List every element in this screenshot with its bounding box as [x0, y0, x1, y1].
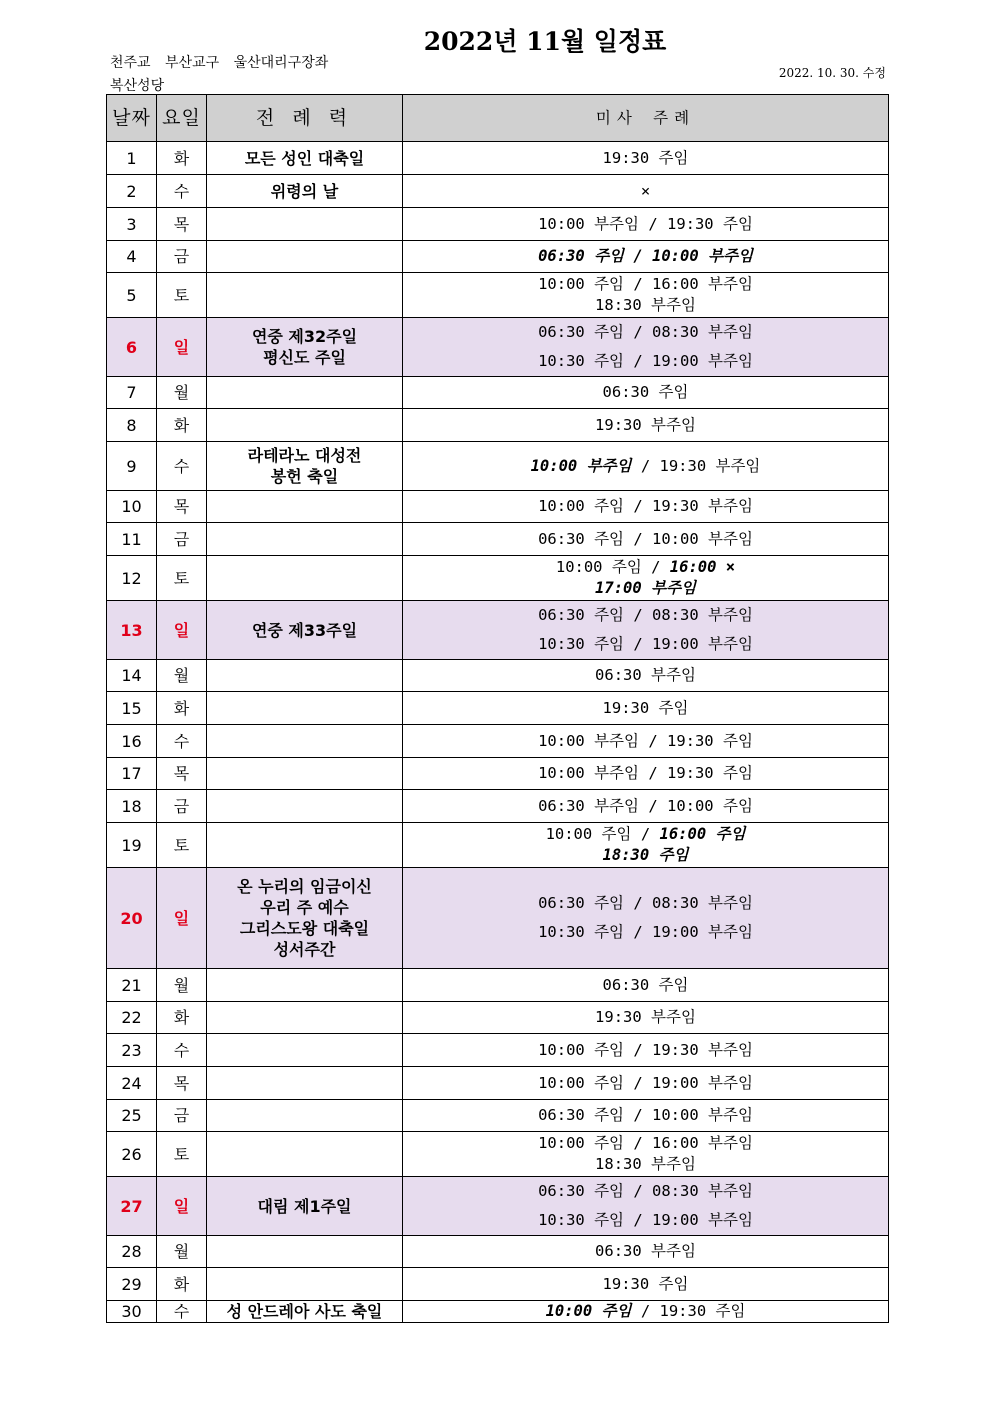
mass-text: 10:00 주임 /: [555, 558, 670, 576]
mass-line: [403, 1274, 888, 1295]
mass-cell: [403, 725, 889, 758]
mass-line: [403, 347, 888, 376]
liturgy-cell: [207, 969, 403, 1002]
liturgy-cell: [207, 823, 403, 868]
table-row: [107, 1301, 889, 1323]
mass-cell: [403, 556, 889, 601]
liturgy-line: 대림 제1주일: [257, 1196, 352, 1216]
mass-cell: [403, 660, 889, 692]
liturgy-cell: [207, 725, 403, 758]
mass-text: 10:00 부주임 / 19:30 주임: [538, 214, 753, 233]
table-row: [107, 273, 889, 318]
date-cell: 15: [107, 692, 157, 725]
date-cell: 26: [107, 1132, 157, 1177]
mass-cell: [403, 377, 889, 409]
mass-cell: [403, 318, 889, 377]
date-cell: 6: [107, 318, 157, 377]
mass-line: [403, 456, 888, 477]
mass-cell: [403, 1236, 889, 1268]
mass-cell: [403, 758, 889, 790]
mass-cell: [403, 790, 889, 823]
table-row: [107, 1236, 889, 1268]
mass-cell: [403, 1034, 889, 1067]
mass-text: 06:30 주임 / 08:30 부주임: [538, 323, 753, 341]
date-cell: 1: [107, 142, 157, 175]
day-cell: 화: [157, 142, 207, 175]
liturgy-cell: [207, 758, 403, 790]
table-row: [107, 377, 889, 409]
liturgy-cell: [207, 790, 403, 823]
header-liturgy: 전 례 력: [207, 95, 403, 142]
date-cell: 29: [107, 1268, 157, 1301]
date-cell: 30: [107, 1301, 157, 1323]
date-cell: 28: [107, 1236, 157, 1268]
date-cell: 21: [107, 969, 157, 1002]
table-row: [107, 660, 889, 692]
day-cell: 화: [157, 1268, 207, 1301]
liturgy-line: 위령의 날: [270, 181, 339, 201]
mass-text: 06:30 주임: [602, 383, 689, 401]
liturgy-cell: [207, 1301, 403, 1323]
mass-text: / 19:30 부주임: [631, 456, 761, 475]
table-row: [107, 491, 889, 523]
day-cell: 월: [157, 969, 207, 1002]
mass-text: 06:30 부주임 / 10:00 주임: [538, 796, 753, 815]
org-line-2: 복산성당: [110, 78, 165, 94]
table-row: [107, 523, 889, 556]
day-cell: 화: [157, 409, 207, 442]
mass-line: [403, 1073, 888, 1094]
mass-cell: [403, 868, 889, 969]
liturgy-cell: [207, 1132, 403, 1177]
liturgy-cell: [207, 601, 403, 660]
mass-line: [403, 274, 888, 295]
mass-cell: [403, 969, 889, 1002]
liturgy-cell: [207, 692, 403, 725]
table-row: [107, 1132, 889, 1177]
liturgy-cell: [207, 1002, 403, 1034]
mass-cell: [403, 1268, 889, 1301]
liturgy-cell: [207, 491, 403, 523]
mass-line: [403, 181, 888, 202]
mass-text: 19:30 주임: [602, 1274, 689, 1293]
date-cell: 25: [107, 1100, 157, 1132]
liturgy-cell: [207, 1268, 403, 1301]
liturgy-cell: [207, 556, 403, 601]
day-cell: 목: [157, 758, 207, 790]
mass-text: 19:30 주임: [602, 698, 689, 717]
mass-line: [403, 496, 888, 517]
table-row: [107, 790, 889, 823]
liturgy-cell: [207, 175, 403, 208]
mass-text: ×: [640, 181, 651, 200]
mass-text: 06:30 부주임: [595, 1242, 696, 1260]
mass-line: [403, 557, 888, 578]
mass-cell: [403, 692, 889, 725]
mass-text: 06:30 주임 / 10:00 부주임: [538, 529, 753, 548]
mass-line: [403, 824, 888, 845]
day-cell: 토: [157, 273, 207, 318]
mass-text: 06:30 주임 / 08:30 부주임: [538, 1182, 753, 1200]
mass-line: [403, 382, 888, 403]
org-line-1: 천주교 부산교구 울산대리구장좌: [110, 55, 329, 71]
liturgy-line: 성서주간: [273, 940, 336, 959]
header-day: 요일: [157, 95, 207, 142]
mass-text: 18:30 주임: [602, 846, 689, 864]
day-cell: 금: [157, 241, 207, 273]
mass-cell: [403, 601, 889, 660]
date-cell: 24: [107, 1067, 157, 1100]
day-cell: 화: [157, 692, 207, 725]
mass-text: 10:00 주임 /: [545, 825, 660, 843]
table-row: [107, 142, 889, 175]
mass-cell: [403, 409, 889, 442]
table-row: [107, 241, 889, 273]
table-row: [107, 1002, 889, 1034]
mass-text: 10:30 주임 / 19:00 부주임: [538, 1211, 753, 1229]
schedule-table: [106, 94, 889, 1323]
day-cell: 수: [157, 442, 207, 491]
mass-text: 16:00 ×: [669, 558, 736, 576]
mass-text: 10:00 부주임 / 19:30 주임: [538, 731, 753, 750]
liturgy-cell: [207, 142, 403, 175]
mass-line: [403, 415, 888, 436]
mass-line: [403, 975, 888, 996]
day-cell: 토: [157, 823, 207, 868]
day-cell: 목: [157, 491, 207, 523]
mass-cell: [403, 1067, 889, 1100]
liturgy-cell: [207, 1236, 403, 1268]
mass-line: [403, 578, 888, 599]
mass-text: 06:30 부주임: [595, 666, 696, 684]
mass-line: [403, 918, 888, 947]
mass-line: [403, 1301, 888, 1322]
mass-line: [403, 796, 888, 817]
day-cell: 목: [157, 208, 207, 241]
liturgy-line: 그리스도왕 대축일: [239, 919, 370, 938]
table-row: [107, 442, 889, 491]
day-cell: 월: [157, 660, 207, 692]
date-cell: 11: [107, 523, 157, 556]
date-cell: 18: [107, 790, 157, 823]
liturgy-cell: [207, 318, 403, 377]
date-cell: 17: [107, 758, 157, 790]
table-row: [107, 725, 889, 758]
mass-cell: [403, 823, 889, 868]
revision-date: 2022. 10. 30. 수정: [778, 66, 886, 80]
table-row: [107, 208, 889, 241]
mass-line: [403, 246, 888, 267]
mass-cell: [403, 523, 889, 556]
mass-line: [403, 1133, 888, 1154]
mass-text: / 19:30 주임: [631, 1302, 746, 1320]
mass-text: 16:00 주임: [659, 825, 746, 843]
table-row: [107, 409, 889, 442]
mass-line: [403, 318, 888, 347]
day-cell: 수: [157, 1301, 207, 1323]
date-cell: 22: [107, 1002, 157, 1034]
mass-cell: [403, 273, 889, 318]
mass-line: [403, 1105, 888, 1126]
mass-line: [403, 1040, 888, 1061]
mass-cell: [403, 1301, 889, 1323]
table-row: [107, 692, 889, 725]
day-cell: 수: [157, 725, 207, 758]
table-row: [107, 601, 889, 660]
day-cell: 월: [157, 1236, 207, 1268]
liturgy-cell: [207, 241, 403, 273]
mass-text: 10:00 부주임: [530, 456, 632, 475]
day-cell: 목: [157, 1067, 207, 1100]
mass-text: 06:30 주임 / 08:30 부주임: [538, 894, 753, 912]
mass-line: [403, 1154, 888, 1175]
date-cell: 5: [107, 273, 157, 318]
day-cell: 금: [157, 1100, 207, 1132]
table-row: [107, 868, 889, 969]
mass-text: 10:00 주임 / 19:30 부주임: [538, 1040, 753, 1059]
mass-line: [403, 148, 888, 169]
liturgy-cell: [207, 1067, 403, 1100]
date-cell: 4: [107, 241, 157, 273]
mass-text: 10:30 주임 / 19:00 부주임: [538, 635, 753, 653]
date-cell: 7: [107, 377, 157, 409]
mass-line: [403, 731, 888, 752]
table-row: [107, 556, 889, 601]
table-row: [107, 1268, 889, 1301]
mass-text: 10:00 부주임 / 19:30 주임: [538, 764, 753, 782]
mass-cell: [403, 175, 889, 208]
liturgy-cell: [207, 1177, 403, 1236]
mass-line: [403, 1241, 888, 1262]
date-cell: 16: [107, 725, 157, 758]
mass-text: 06:30 주임 / 10:00 부주임: [538, 1106, 753, 1124]
day-cell: 화: [157, 1002, 207, 1034]
day-cell: 일: [157, 318, 207, 377]
date-cell: 13: [107, 601, 157, 660]
mass-line: [403, 698, 888, 719]
mass-line: [403, 601, 888, 630]
mass-cell: [403, 1100, 889, 1132]
mass-text: 19:30 부주임: [595, 415, 696, 434]
mass-line: [403, 1206, 888, 1235]
table-row: [107, 1067, 889, 1100]
mass-cell: [403, 1132, 889, 1177]
liturgy-cell: [207, 377, 403, 409]
liturgy-line: 봉헌 축일: [270, 467, 339, 486]
mass-text: 10:00 주임 / 16:00 부주임: [538, 1134, 753, 1152]
table-row: [107, 1100, 889, 1132]
day-cell: 일: [157, 1177, 207, 1236]
date-cell: 19: [107, 823, 157, 868]
liturgy-line: 온 누리의 임금이신: [237, 877, 372, 896]
mass-line: [403, 214, 888, 235]
liturgy-line: 연중 제32주일: [251, 327, 358, 346]
liturgy-line: 라테라노 대성전: [247, 446, 362, 465]
mass-cell: [403, 1177, 889, 1236]
mass-cell: [403, 442, 889, 491]
day-cell: 금: [157, 790, 207, 823]
mass-line: [403, 845, 888, 866]
date-cell: 9: [107, 442, 157, 491]
mass-cell: [403, 491, 889, 523]
liturgy-line: 연중 제33주일: [251, 620, 358, 640]
mass-text: 06:30 주임 / 10:00 부주임: [538, 247, 753, 265]
date-cell: 2: [107, 175, 157, 208]
liturgy-cell: [207, 273, 403, 318]
mass-line: [403, 1177, 888, 1206]
date-cell: 23: [107, 1034, 157, 1067]
mass-line: [403, 889, 888, 918]
page-title: 2022년 11월 일정표: [423, 27, 667, 56]
table-row: [107, 175, 889, 208]
mass-text: 06:30 주임 / 08:30 부주임: [538, 606, 753, 624]
mass-text: 10:30 주임 / 19:00 부주임: [538, 923, 753, 941]
mass-line: [403, 630, 888, 659]
mass-text: 10:00 주임 / 19:30 부주임: [538, 497, 753, 515]
mass-line: [403, 1007, 888, 1028]
day-cell: 토: [157, 1132, 207, 1177]
day-cell: 일: [157, 601, 207, 660]
mass-line: [403, 529, 888, 550]
mass-line: [403, 763, 888, 784]
mass-text: 10:30 주임 / 19:00 부주임: [538, 352, 753, 370]
mass-text: 18:30 부주임: [595, 296, 696, 314]
mass-text: 06:30 주임: [602, 975, 689, 994]
header-mass: 미사 주례: [403, 95, 889, 142]
mass-text: 10:00 주임 / 16:00 부주임: [538, 275, 753, 293]
date-cell: 3: [107, 208, 157, 241]
date-cell: 12: [107, 556, 157, 601]
liturgy-line: 평신도 주일: [263, 348, 346, 367]
day-cell: 수: [157, 175, 207, 208]
day-cell: 월: [157, 377, 207, 409]
liturgy-cell: [207, 208, 403, 241]
liturgy-line: 우리 주 예수: [260, 898, 349, 917]
header-row: [107, 95, 889, 142]
day-cell: 수: [157, 1034, 207, 1067]
mass-line: [403, 295, 888, 316]
mass-cell: [403, 1002, 889, 1034]
day-cell: 토: [157, 556, 207, 601]
mass-cell: [403, 142, 889, 175]
mass-text: 19:30 부주임: [595, 1008, 696, 1026]
mass-text: 17:00 부주임: [595, 579, 696, 597]
mass-cell: [403, 208, 889, 241]
table-row: [107, 823, 889, 868]
mass-cell: [403, 241, 889, 273]
day-cell: 금: [157, 523, 207, 556]
mass-text: 10:00 주임: [545, 1302, 632, 1320]
table-row: [107, 758, 889, 790]
date-cell: 10: [107, 491, 157, 523]
liturgy-cell: [207, 660, 403, 692]
day-cell: 일: [157, 868, 207, 969]
mass-text: 19:30 주임: [602, 148, 689, 167]
header-date: 날짜: [107, 95, 157, 142]
date-cell: 14: [107, 660, 157, 692]
date-cell: 8: [107, 409, 157, 442]
liturgy-line: 모든 성인 대축일: [244, 148, 365, 168]
date-cell: 27: [107, 1177, 157, 1236]
liturgy-cell: [207, 523, 403, 556]
liturgy-line: 성 안드레아 사도 축일: [226, 1302, 383, 1321]
table-row: [107, 1177, 889, 1236]
liturgy-cell: [207, 868, 403, 969]
table-row: [107, 1034, 889, 1067]
mass-text: 18:30 부주임: [595, 1155, 696, 1173]
liturgy-cell: [207, 442, 403, 491]
liturgy-cell: [207, 1034, 403, 1067]
date-cell: 20: [107, 868, 157, 969]
liturgy-cell: [207, 409, 403, 442]
mass-text: 10:00 주임 / 19:00 부주임: [538, 1073, 753, 1092]
liturgy-cell: [207, 1100, 403, 1132]
table-row: [107, 318, 889, 377]
mass-line: [403, 665, 888, 686]
table-row: [107, 969, 889, 1002]
